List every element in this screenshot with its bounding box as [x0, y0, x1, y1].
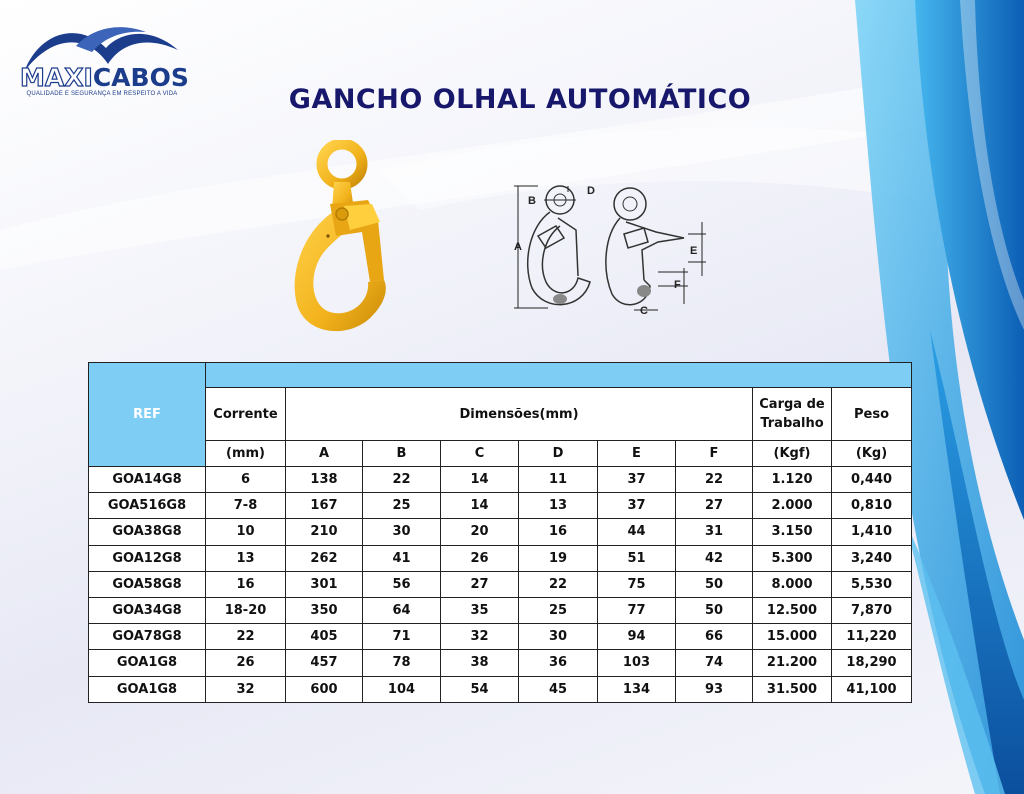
table-cell: 22 — [676, 467, 753, 493]
table-cell: 262 — [286, 545, 363, 571]
table-cell: 3,240 — [832, 545, 912, 571]
table-row — [89, 467, 912, 493]
table-cell: 3.150 — [753, 519, 832, 545]
table-cell: 0,810 — [832, 493, 912, 519]
table-cell: 12.500 — [753, 597, 832, 623]
logo-tagline: QUALIDADE E SEGURANÇA EM RESPEITO A VIDA — [26, 91, 178, 97]
table-cell: 22 — [519, 571, 598, 597]
table-top-band — [89, 363, 912, 388]
table-cell: 15.000 — [753, 624, 832, 650]
table-cell: 1.120 — [753, 467, 832, 493]
ref-cell: GOA58G8 — [89, 571, 206, 597]
table-cell: 75 — [598, 571, 676, 597]
table-cell: 41 — [363, 545, 441, 571]
ref-header: REF — [89, 363, 206, 467]
table-cell: 78 — [363, 650, 441, 676]
drawing-label-e: E — [690, 245, 698, 257]
table-cell: 50 — [676, 597, 753, 623]
table-cell: 16 — [519, 519, 598, 545]
table-cell: 30 — [519, 624, 598, 650]
table-cell: 19 — [519, 545, 598, 571]
table-header-row — [89, 388, 912, 441]
table-cell: 600 — [286, 676, 363, 702]
maxicabos-logo — [18, 20, 189, 104]
table-cell: 138 — [286, 467, 363, 493]
ref-cell: GOA38G8 — [89, 519, 206, 545]
header-blue-band — [206, 363, 912, 388]
spec-table — [88, 362, 912, 703]
table-cell: 27 — [441, 571, 519, 597]
table-row — [89, 624, 912, 650]
table-cell: 31.500 — [753, 676, 832, 702]
unit-cell: E — [598, 441, 676, 467]
table-row — [89, 493, 912, 519]
table-cell: 5,530 — [832, 571, 912, 597]
table-cell: 35 — [441, 597, 519, 623]
drawing-label-d: D — [587, 185, 595, 197]
table-cell: 94 — [598, 624, 676, 650]
table-cell: 31 — [676, 519, 753, 545]
carga-header-line1: Carga de — [759, 397, 825, 412]
table-cell: 134 — [598, 676, 676, 702]
table-row — [89, 676, 912, 702]
table-cell: 7-8 — [206, 493, 286, 519]
logo-cabos: CABOS — [92, 63, 189, 92]
table-cell: 14 — [441, 467, 519, 493]
table-cell: 103 — [598, 650, 676, 676]
table-cell: 54 — [441, 676, 519, 702]
table-cell: 36 — [519, 650, 598, 676]
table-cell: 25 — [519, 597, 598, 623]
unit-cell: (Kgf) — [753, 441, 832, 467]
ref-cell: GOA516G8 — [89, 493, 206, 519]
table-cell: 30 — [363, 519, 441, 545]
table-cell: 350 — [286, 597, 363, 623]
table-cell: 8.000 — [753, 571, 832, 597]
hook-dimension-drawing — [508, 178, 718, 320]
table-cell: 104 — [363, 676, 441, 702]
table-cell: 56 — [363, 571, 441, 597]
table-cell: 0,440 — [832, 467, 912, 493]
table-row — [89, 519, 912, 545]
table-cell: 37 — [598, 467, 676, 493]
table-cell: 11 — [519, 467, 598, 493]
table-cell: 167 — [286, 493, 363, 519]
table-cell: 51 — [598, 545, 676, 571]
table-cell: 301 — [286, 571, 363, 597]
table-row — [89, 650, 912, 676]
page-title: GANCHO OLHAL AUTOMÁTICO — [288, 84, 752, 115]
dimensoes-header: Dimensões(mm) — [286, 388, 753, 441]
drawing-label-f: F — [674, 279, 681, 291]
table-cell: 22 — [206, 624, 286, 650]
table-units-row — [89, 441, 912, 467]
table-cell: 18-20 — [206, 597, 286, 623]
logo-wordmark — [20, 63, 189, 92]
table-row — [89, 545, 912, 571]
ref-cell: GOA12G8 — [89, 545, 206, 571]
unit-cell: A — [286, 441, 363, 467]
drawing-label-a: A — [514, 241, 522, 253]
table-cell: 45 — [519, 676, 598, 702]
table-cell: 26 — [206, 650, 286, 676]
carga-header-line2: Trabalho — [760, 416, 824, 431]
table-row — [89, 597, 912, 623]
ref-cell: GOA14G8 — [89, 467, 206, 493]
table-cell: 7,870 — [832, 597, 912, 623]
table-cell: 10 — [206, 519, 286, 545]
table-cell: 210 — [286, 519, 363, 545]
unit-cell: B — [363, 441, 441, 467]
table-cell: 37 — [598, 493, 676, 519]
ref-cell: GOA34G8 — [89, 597, 206, 623]
table-cell: 41,100 — [832, 676, 912, 702]
ref-cell: GOA1G8 — [89, 650, 206, 676]
table-cell: 457 — [286, 650, 363, 676]
table-cell: 93 — [676, 676, 753, 702]
table-cell: 27 — [676, 493, 753, 519]
ref-cell: GOA78G8 — [89, 624, 206, 650]
table-cell: 405 — [286, 624, 363, 650]
table-cell: 22 — [363, 467, 441, 493]
table-cell: 14 — [441, 493, 519, 519]
table-cell: 74 — [676, 650, 753, 676]
hook-photo — [284, 140, 398, 342]
table-cell: 20 — [441, 519, 519, 545]
table-cell: 16 — [206, 571, 286, 597]
table-cell: 5.300 — [753, 545, 832, 571]
table-cell: 66 — [676, 624, 753, 650]
drawing-label-b: B — [528, 195, 536, 207]
logo-maxi: MAXI — [20, 63, 93, 92]
table-cell: 25 — [363, 493, 441, 519]
table-cell: 13 — [519, 493, 598, 519]
corrente-header: Corrente — [206, 388, 286, 441]
table-cell: 44 — [598, 519, 676, 545]
table-cell: 18,290 — [832, 650, 912, 676]
table-cell: 21.200 — [753, 650, 832, 676]
peso-header: Peso — [832, 388, 912, 441]
carga-header — [753, 388, 832, 441]
table-cell: 64 — [363, 597, 441, 623]
table-cell: 26 — [441, 545, 519, 571]
unit-cell: C — [441, 441, 519, 467]
table-cell: 1,410 — [832, 519, 912, 545]
unit-cell: (mm) — [206, 441, 286, 467]
drawing-label-c: C — [640, 305, 648, 317]
table-cell: 6 — [206, 467, 286, 493]
table-row — [89, 571, 912, 597]
table-cell: 32 — [441, 624, 519, 650]
ref-cell: GOA1G8 — [89, 676, 206, 702]
table-cell: 71 — [363, 624, 441, 650]
table-cell: 42 — [676, 545, 753, 571]
unit-cell: D — [519, 441, 598, 467]
table-cell: 32 — [206, 676, 286, 702]
unit-cell: F — [676, 441, 753, 467]
table-cell: 11,220 — [832, 624, 912, 650]
table-body — [89, 467, 912, 703]
table-cell: 13 — [206, 545, 286, 571]
table-cell: 50 — [676, 571, 753, 597]
table-cell: 38 — [441, 650, 519, 676]
unit-cell: (Kg) — [832, 441, 912, 467]
table-cell: 2.000 — [753, 493, 832, 519]
table-cell: 77 — [598, 597, 676, 623]
